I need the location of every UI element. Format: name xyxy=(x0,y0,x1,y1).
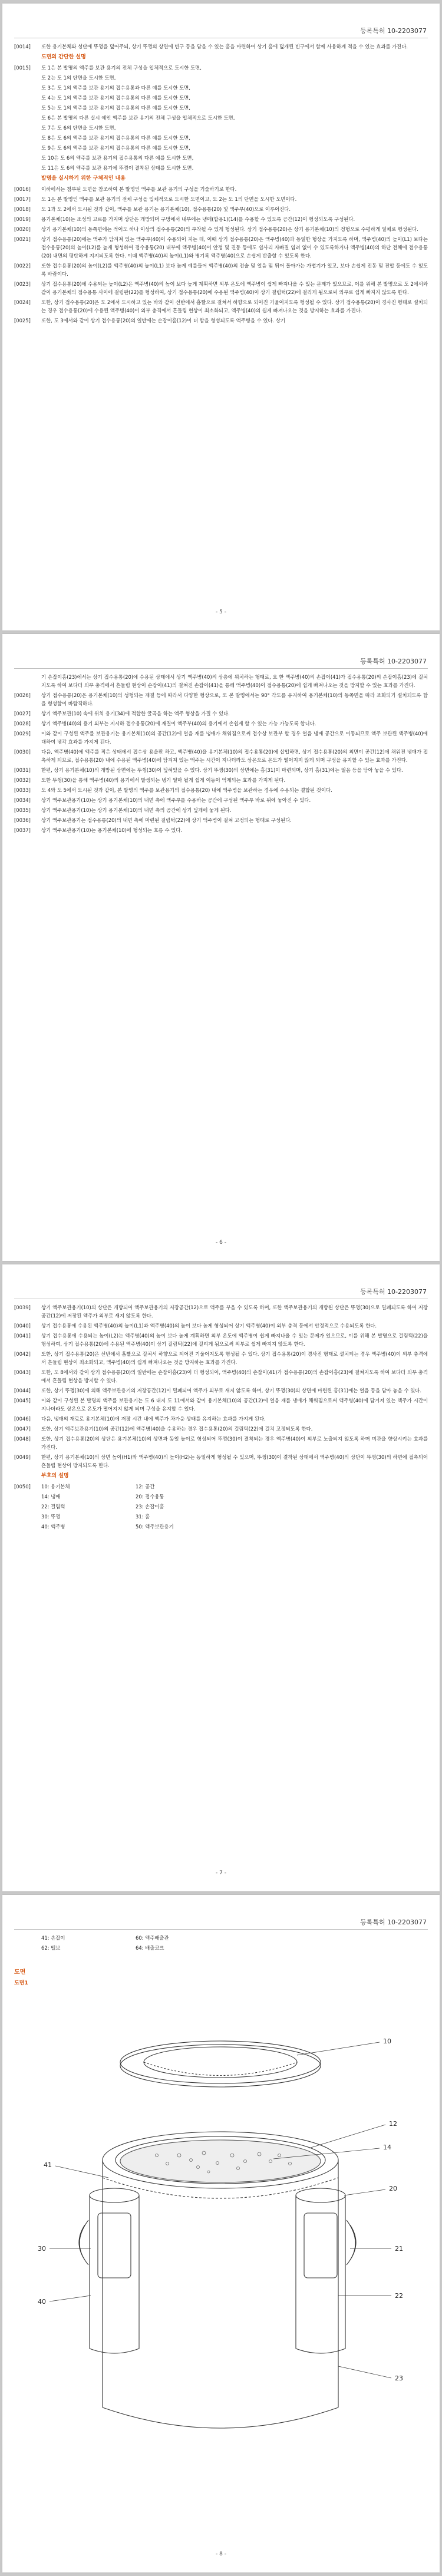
paragraph-number xyxy=(14,164,41,172)
paragraph xyxy=(14,806,428,814)
paragraph-number: [0021] xyxy=(14,236,31,242)
page-footer: - 7 - xyxy=(216,1870,226,1876)
paragraph-text: 한편, 상기 용기본체(10)의 개방된 상면에는 뚜껑(30)이 덮혀있을 수 있다. 상기 뚜껑(30)의 상면에는 홈(31)이 마련되며, 상기 홈(31)에는 얼음 등을 담아 놓을 수 있다. xyxy=(41,767,403,773)
paragraph xyxy=(14,1386,428,1395)
reference-row xyxy=(14,1492,428,1501)
page-body xyxy=(14,1934,428,1952)
document-page-8 xyxy=(2,1895,440,2572)
figure-label: 14 xyxy=(383,2144,391,2151)
paragraph xyxy=(14,154,428,162)
figure-label: 30 xyxy=(38,2245,46,2253)
paragraph-number: [0028] xyxy=(14,721,31,726)
paragraph xyxy=(14,1396,428,1413)
page-body xyxy=(14,1303,428,1533)
page-footer: - 5 - xyxy=(216,609,226,615)
paragraph-text: 도 1은 본 발명의 액주를 보관 용기의 전체 구성을 입체적으로 도시한 도면, xyxy=(41,65,202,71)
paragraph-text: 도 11은 도 6의 액주를 보관 용기에 뚜껑이 결착된 상태를 도시한 도면. xyxy=(41,165,194,171)
header-rule xyxy=(14,668,428,669)
paragraph-number: [0018] xyxy=(14,206,31,212)
paragraph xyxy=(14,1332,428,1348)
figure-label: 22 xyxy=(395,2292,403,2300)
paragraph xyxy=(14,786,428,794)
paragraph-number: [0036] xyxy=(14,817,31,823)
figure-label: 12 xyxy=(389,2120,397,2128)
reference-row xyxy=(14,1482,428,1491)
container-body-drawing xyxy=(103,2132,338,2428)
paragraph-number: [0048] xyxy=(14,1436,31,1442)
section-heading: 도면의 간단한 설명 xyxy=(41,54,86,60)
paragraph-number: [0020] xyxy=(14,226,31,232)
paragraph-number: [0040] xyxy=(14,1323,31,1329)
paragraph-number: [0042] xyxy=(14,1351,31,1357)
paragraph-text: 도 1은 본 발명인 액주를 보관 용기의 전체 구성을 입체적으로 도시한 도면이고, 도 2는 도 1의 단면을 도시한 도면이다. xyxy=(41,196,297,202)
ref-item: 20: 접수용통 xyxy=(136,1494,164,1500)
header-rule xyxy=(14,1929,428,1930)
paragraph xyxy=(14,104,428,112)
paragraph-text: 도 1과 도 2에서 도시된 것과 같이, 액주를 보관 용기는 용기본체(10), 접수용통(20) 및 액주부(40)으로 이루어진다. xyxy=(41,206,291,212)
paragraph-text: 또한 뚜껑(30)을 통해 액주병(40)의 용기에서 발생되는 냉기 얼마 될게 쉽게 이동이 억제되는 효과를 가지게 된다. xyxy=(41,777,286,783)
page-footer: - 8 - xyxy=(216,2551,226,2557)
reference-row xyxy=(14,1502,428,1511)
ref-item: 31: 홈 xyxy=(136,1514,150,1520)
lid-drawing xyxy=(120,2041,321,2087)
paragraph xyxy=(14,298,428,315)
paragraph-text: 상기 액주보관용기(10)는 상기 용기본체(10)의 내면 측에 액주부를 수용하는 공간에 구성된 액주부 바로 위에 놓아진 수 있다. xyxy=(41,797,311,803)
paragraph-text: 기 손잡이홈(23)에서는 상기 접수용통(20)에 수용된 상태에서 상기 액주병(40)의 상층에 위치하는 형태로, 요 한 액주병(40)의 손잡이(41)가 접수용통(20)의 손잡이홈(23)에 걸쳐지도록 하여 보다더 외부 충격에서 흔들림 현상이 손잡이(41)의 걸쳐진 손잡이(41)을 통해 액주병(40)이 접수용통(20)에 쉽게 빠져나오는 것을 방지할 수 있는 효과를 가진다. xyxy=(41,674,428,688)
paragraph xyxy=(14,1368,428,1385)
paragraph-text: 이하에서는 첨부된 도면을 참조하여 본 발명인 액주를 보관 용기의 구성을 기술하기로 한다. xyxy=(41,186,237,192)
paragraph-number: [0019] xyxy=(14,216,31,222)
paragraph-text: 또한, 상기 뚜껑(30)에 의해 액주보관용기의 저장공간(12)이 밀폐되어 액주가 외부로 새지 않도록 하며, 상기 뚜껑(30)의 상면에 마련된 홈(31)에는 얼음 등을 담아 놓을 수 있다. xyxy=(41,1388,422,1393)
paragraph xyxy=(14,796,428,804)
paragraph-number: [0016] xyxy=(14,186,31,192)
paragraph-number: [0035] xyxy=(14,807,31,813)
document-page-6 xyxy=(2,634,440,1261)
paragraph-number xyxy=(14,144,41,152)
paragraph-number xyxy=(14,74,41,82)
paragraph xyxy=(14,114,428,122)
paragraph xyxy=(14,280,428,296)
paragraph xyxy=(14,84,428,92)
paragraph-number: [0029] xyxy=(14,731,31,737)
paragraph-number: [0049] xyxy=(14,1454,31,1460)
paragraph-text: 또한, 상기 접수용통(20)은 선반에서 흠빨으로 걸쳐서 하향으로 되어진 기울어지도록 형성될 수 있다. 상기 접수용통(20)이 경사진 형태로 설치되는 경우 액주병(40)이 외부 충격에서 흔들림 현상이 최소화되고, 액주병(40)의 쉽게 빠져나오는 것을 방지하는 효과를 가진다. xyxy=(41,1351,428,1365)
document-page-5 xyxy=(2,4,440,630)
paragraph-number xyxy=(14,94,41,102)
paragraph xyxy=(14,691,428,708)
paragraph-number: [0045] xyxy=(14,1398,31,1403)
paragraph-number: [0044] xyxy=(14,1388,31,1393)
paragraph-text: 도 3은 도 1의 액주를 보관 용기의 접수용통과 다른 예를 도시한 도면, xyxy=(41,85,190,91)
paragraph xyxy=(14,1453,428,1469)
page-body xyxy=(14,42,428,326)
reference-list-continued xyxy=(41,1934,428,1952)
paragraph xyxy=(14,164,428,172)
paragraph-text: 도 7은 도 6의 단면을 도시한 도면, xyxy=(41,125,116,131)
paragraph xyxy=(14,1435,428,1451)
ref-item: 50: 액주보관용기 xyxy=(136,1524,174,1530)
paragraph xyxy=(14,316,428,325)
paragraph-text: 도 4와 도 5에서 도시된 것과 같이, 본 발명의 액주를 보관용기의 접수용통(20) 내에 액주병을 보관하는 경우에 수용되는 결합된 것이다. xyxy=(41,787,332,793)
paragraph-text: 상기 액주병(40)의 용기 외부는 지시하 접수용통(20)에 재질이 액주부(40)의 용기에서 손쉽게 할 수 있는 가능 가능도록 합니다. xyxy=(41,721,316,726)
paragraph-text: 이와 같이 구성된 본 발명의 액주를 보관용기는 도 6 내지 도 11에서와 같이 용기본체(10)의 공간(12)에 얼음 재를 냉매가 채워짐으로써 액주병(40)에 담겨져 있는 액주가 시간이 지나더라도 상온으로 온도가 떨어지지 않게 되며 구성을 유지할 수 있다. xyxy=(41,1398,428,1412)
paragraph-number: [0026] xyxy=(14,692,31,698)
paragraph-number xyxy=(14,114,41,122)
paragraph-text: 다음, 액주병(40)에 액주를 적은 상태에서 접수상 용을판 하고, 액주병(40)을 용기본체(10)의 접수용통(20)에 삽입하면, 상기 접수용통(20)의 외면이 공간(12)에 채워진 냉매가 접촉하게 되므로, 접수용통(20) 내에 수용된 액주병(40)에 담겨져 있는 액주는 시간이 지나더라도 상온으로 온도가 떨어지지 않게 되며 구성을 유지할 수 있는 효과를 가진다. xyxy=(41,749,428,763)
paragraph-text: 상기 액주보관용기는 접수용통(20)의 내면 측에 마련된 걸림턱(22)에 상기 액주병이 걸쳐 고정되는 형태로 구성된다. xyxy=(41,817,292,823)
paragraph-text: 상기 접수용통(20)은 용기본체(10)의 성형되는 재질 등에 따라서 다양한 형상으로, 또 본 발명에서는 90° 각도를 유지하여 용기본체(10)의 동쪽면을 따라 조화되기 설치되도록 함을 형성함이 바람직하다. xyxy=(41,692,428,706)
section-heading: 발명을 실시하기 위한 구체적인 내용 xyxy=(41,176,126,181)
paragraph-number: [0032] xyxy=(14,777,31,783)
leader-lines xyxy=(50,2042,391,2378)
patent-number: 등록특허 10-2203077 xyxy=(360,658,427,665)
page-body xyxy=(14,673,428,836)
paragraph xyxy=(14,64,428,72)
paragraph-number: [0050] xyxy=(14,1484,31,1490)
ref-item: 23: 손잡이홈 xyxy=(136,1504,164,1510)
paragraph-text: 용기본체(10)는 조성의 고르를 가지며 상단은 개방되며 구멍에서 내부에는 냉매(합용1)(14)를 수용할 수 있도록 공간(12)이 형성되도록 구성된다. xyxy=(41,216,355,222)
patent-number: 등록특허 10-2203077 xyxy=(360,27,427,35)
figure-label: 21 xyxy=(395,2245,403,2253)
paragraph xyxy=(14,1322,428,1330)
paragraph-number: [0041] xyxy=(14,1333,31,1339)
paragraph xyxy=(14,74,428,82)
ref-item: 22: 걸림턱 xyxy=(41,1504,65,1510)
paragraph-text: 또한, 상기 접수용통(20)의 상단은 용기본체(10)의 상면과 동일 높이로 형성되어 뚜껑(30)이 결착되는 경우 액주병(40)이 외부로 노출되지 않도록 하며 미관을 향상시키는 효과를 가진다. xyxy=(41,1436,428,1450)
figure-1-drawing xyxy=(2,2001,440,2531)
paragraph xyxy=(14,42,428,51)
paragraph-number xyxy=(14,154,41,162)
paragraph-number: [0015] xyxy=(14,65,31,71)
paragraph-number xyxy=(14,1523,41,1531)
figure-label: 40 xyxy=(38,2298,46,2306)
paragraph-number xyxy=(14,1512,41,1521)
paragraph-number: [0022] xyxy=(14,263,31,269)
paragraph xyxy=(14,225,428,233)
paragraph xyxy=(14,185,428,193)
paragraph-text: 상기 액주보관용기(10)는 상기 용기본체(10)의 내면 측의 공간에 상기 덮개에 놓게 된다. xyxy=(41,807,232,813)
paragraph-text: 다음, 냉매의 재료로 용기본체(10)에 저장 시간 내에 액주가 차가운 상태를 유지하는 효과를 가지게 된다. xyxy=(41,1416,266,1422)
figure-label: 10 xyxy=(383,2037,391,2045)
paragraph xyxy=(14,235,428,260)
paragraph xyxy=(14,195,428,203)
paragraph-text: 상기 액주보관(10) 속에 위치 용기(34)에 적합한 굴곡을 하는 액주 형상을 가질 수 있다. xyxy=(41,711,230,716)
figure-label: 41 xyxy=(44,2161,52,2169)
paragraph-text: 도 5는 도 1의 액주를 보관 용기의 접수용통의 다른 예를 도시한 도면, xyxy=(41,105,190,111)
paragraph-number: [0025] xyxy=(14,318,31,323)
patent-number: 등록특허 10-2203077 xyxy=(360,1288,427,1296)
paragraph xyxy=(14,776,428,784)
ref-item: 62: 밸브 xyxy=(41,1945,61,1951)
paragraph xyxy=(14,94,428,102)
paragraph-number xyxy=(14,134,41,142)
paragraph xyxy=(14,1415,428,1423)
paragraph xyxy=(14,1303,428,1320)
paragraph xyxy=(14,766,428,774)
paragraph xyxy=(14,144,428,152)
paragraph xyxy=(14,1425,428,1433)
paragraph xyxy=(14,816,428,824)
paragraph-text: 도 6은 본 발명의 다른 실시 예인 액주를 보관 용기의 전체 구성을 입체적으로 도시한 도면, xyxy=(41,115,235,121)
paragraph-text: 상기 접수용통(20)에 수용되는 높이(L2)은 액주병(40)의 높이 보다 높게 계획하면 외부 온도에 액주병이 쉽게 빠져나올 수 있는 문제가 있으므로, 이를 위해 본 발명으로 도 2에서와 같이 용기본체의 접수용통 사이에 걸림판(22)를 형성하여, 상기 접수용통(20)에 수용된 액주병(40)이 상기 걸림턱(22)에 걸리게 됨으로써 외부로 쉽게 빠지지 않도록 한다. xyxy=(41,281,428,295)
ref-item: 12: 공간 xyxy=(136,1484,155,1490)
paragraph-number xyxy=(14,1502,41,1511)
reference-row xyxy=(14,1512,428,1521)
paragraph-text: 또한, 상기 액주보관용기(10)의 공간(12)에 액주병(40)을 수용하는 경우 접수용통(20)의 걸림턱(22)에 걸쳐 고정되도록 한다. xyxy=(41,1426,313,1432)
ref-item: 10: 용기본체 xyxy=(41,1484,70,1490)
paragraph-number: [0024] xyxy=(14,299,31,305)
paragraph-number xyxy=(14,673,41,689)
ref-item: 64: 배출코크 xyxy=(136,1945,164,1951)
paragraph-number xyxy=(14,124,41,132)
paragraph-text: 상기 용기본체(10)의 동쪽면에는 적어도 하나 이상의 접수용통(20)의 부착될 수 있게 형성된다. 상기 접수용통(20)은 상기 용기본체(10)의 정형으로 수평하게 일체로 형성된다. xyxy=(41,226,418,232)
bottle-receiver-right xyxy=(296,2188,356,2353)
paragraph-text: 또한, 상기 접수용통(20)은 도 2에서 도시하고 있는 바와 같이 선반에서 흠빨으로 걸쳐서 하향으로 되어진 기울어지도록 형성될 수 있다. 상기 접수용통(20)이 경사진 형태로 설치되는 경우 접수용통(20)에 수용된 액주병(40)이 외부 충격에서 흔들림 현상이 최소화되고, 액주병(40)의 쉽게 빠져나오는 것을 방지하는 효과를 가진다. xyxy=(41,299,428,313)
paragraph-text: 또한, 도 3에서와 같이 상기 접수용통(20)의 일반에는 손잡이홈(12)이 더 함을 형성되도록 액주병을 수 있다. 상기 xyxy=(41,318,286,323)
paragraph-number: [0046] xyxy=(14,1416,31,1422)
paragraph-text: 상기 액주보관용기(10)의 상단은 개방되어 액주보관용기의 저장공간(12)으로 액주를 부을 수 있도록 하며, 또한 액주보관용기의 개방된 상단은 뚜껑(30)으로 밀폐되도록 하여 저장공간(12)에 저장된 액주가 외부로 새지 않도록 한다. xyxy=(41,1304,428,1319)
paragraph xyxy=(14,215,428,223)
paragraph-text: 도 4는 도 1의 액주를 보관 용기의 접수용통의 다른 예를 도시한 도면, xyxy=(41,95,190,101)
patent-number: 등록특허 10-2203077 xyxy=(360,1918,427,1926)
paragraph-number xyxy=(14,1492,41,1501)
paragraph xyxy=(14,1350,428,1366)
paragraph-number: [0030] xyxy=(14,749,31,755)
paragraph-text: 도 2는 도 1의 단면을 도시한 도면, xyxy=(41,75,116,81)
paragraph-text: 도 8은 도 6의 액주를 보관 용기의 접수용통의 다른 예를 도시한 도면, xyxy=(41,135,190,141)
paragraph-text: 한편, 상기 용기본체(10)의 상면 높이(H1)와 액주병(40)의 높이(H2)는 동일하게 형성될 수 있으며, 뚜껑(30)이 결착된 상태에서 액주병(40)의 상단이 뚜껑(30)의 하면에 접촉되어 흔들림 현상이 방지되도록 한다. xyxy=(41,1454,428,1468)
figure-label: 23 xyxy=(395,2374,403,2382)
ref-item: 60: 액주배출관 xyxy=(136,1935,169,1941)
paragraph-number: [0047] xyxy=(14,1426,31,1432)
paragraph-number: [0017] xyxy=(14,196,31,202)
ref-item: 30: 뚜껑 xyxy=(41,1514,61,1520)
paragraph-text: 상기 접수용통에 수용되는 높이(L2)는 액주병(40)의 높이 보다 높게 계획하면 외부 온도에 액주병이 쉽게 빠져나올 수 있는 문제가 있으므로, 이를 위해 본 발명으로 걸림턱(22)을 형성하여, 상기 접수용통(20)에 수용된 액주병(40)이 상기 걸림턱(22)에 걸리게 됨으로써 외부로 쉽게 빠지지 않도록 한다. xyxy=(41,1333,428,1347)
paragraph-text: 도 9은 도 6의 액주를 보관 용기의 접수용통의 다른 예를 도시한 도면, xyxy=(41,145,190,151)
paragraph-number: [0031] xyxy=(14,767,31,773)
paragraph xyxy=(14,719,428,728)
paragraph xyxy=(14,134,428,142)
paragraph-text: 상기 접수용통(20)에는 액주가 담겨져 있는 액주부(40)이 수용되어 지는 데, 이때 상기 접수용통(20)은 액주병(40)과 동일한 형상을 가지도록 하며, 액주병(40)의 높이(L1) 보다는 접수용통(20)의 높이(L2)를 높게 형성하여 접수용통(20) 내부에 액주병(40)이 안정 및 진동 등에도 쉽사리 자빠질 염려 없이 수 있도록하거나 액주병(40)의 하단 전체에 접수용통(20) 내면의 평탄하게 지지되도록 한다. 이때 액주병(40)의 높이(L1)와 병기록 액주병(40)으로 손쉽게 반출할 수 있도록 한다. xyxy=(41,236,428,259)
paragraph xyxy=(14,826,428,834)
ref-item: 41: 손잡이 xyxy=(41,1935,65,1941)
paragraph xyxy=(14,709,428,718)
paragraph-number: [0023] xyxy=(14,281,31,287)
paragraph-text: 이와 같이 구성된 액주를 보관용기는 용기본체(10)의 공간(12)에 얼음 재를 냉매가 채워짐으로써 접수상 보관부 할 경우 얼음 냉매 공간으로 이동되므로 액주 보관된 액주병(40)에 대하여 냉각 효과를 가지게 된다. xyxy=(41,731,428,745)
figure-heading: 도면1 xyxy=(14,1980,28,1986)
paragraph-number xyxy=(14,84,41,92)
paragraph-text: 상기 액주보관용기(10)는 용기본체(10)에 형성되는 흐름 수 있다. xyxy=(41,827,183,833)
ref-item: 40: 액주병 xyxy=(41,1524,65,1530)
paragraph-number: [0043] xyxy=(14,1369,31,1375)
paragraph-text: 또한, 도 8에서와 같이 상기 접수용통(20)의 일반에는 손잡이홈(23)이 더 형성되어, 액주병(40)의 손잡이(41)가 접수용통(20)의 손잡이홈(23)에 걸쳐지도록 하여 보다더 외부 충격에서 흔들림 현상을 방지할 수 있다. xyxy=(41,1369,428,1383)
paragraph-number: [0033] xyxy=(14,787,31,793)
paragraph-text: 또한 용기본체와 성단에 뚜껑을 덮어주되, 상기 뚜껑의 상면에 빈구 등을 담을 수 있는 홈을 마련하여 상기 홈에 덮개된 빈구에서 함께 사용하게 적을 수 있는 효과를 가진다. xyxy=(41,44,408,49)
paragraph xyxy=(14,673,428,689)
reference-row xyxy=(14,1523,428,1531)
paragraph xyxy=(14,729,428,746)
paragraph-text: 또한 접수용통(20)의 높이(L2)를 액주병(40)의 높이(L1) 보다 높게 예를들어 액주병(40)의 전술 및 얼음 및 튀어 돌아가는 가볍기가 있고, 보다 손쉽게 진동 및 진압 등에도 수 있도록 바람이다. xyxy=(41,263,428,277)
paragraph-text: 상기 접수용통에 수용된 액주병(40)의 높이(L1)과 액주병(40)의 높이 보다 높게 형성되어 상기 액주병(40)이 외부 충격 등에서 안정적으로 수용되도록 한다. xyxy=(41,1323,377,1329)
page-footer: - 6 - xyxy=(216,1240,226,1246)
figure-label: 20 xyxy=(389,2185,397,2192)
paragraph-number: [0039] xyxy=(14,1304,31,1310)
paragraph-number xyxy=(14,104,41,112)
paragraph-number: [0027] xyxy=(14,711,31,716)
drawings-heading: 도면 xyxy=(14,1969,26,1976)
reference-heading: 부호의 설명 xyxy=(41,1473,69,1479)
paragraph xyxy=(14,262,428,278)
paragraph-number: [0034] xyxy=(14,797,31,803)
bottle-receiver-left xyxy=(79,2188,139,2353)
document-page-7 xyxy=(2,1264,440,1891)
paragraph xyxy=(14,205,428,213)
paragraph xyxy=(14,748,428,764)
paragraph xyxy=(14,124,428,132)
paragraph-number: [0014] xyxy=(14,44,31,49)
ref-item: 14: 냉매 xyxy=(41,1494,61,1500)
paragraph-number: [0037] xyxy=(14,827,31,833)
paragraph-text: 도 10은 도 6의 액주를 보관 용기의 접수용통의 다른 예를 도시한 도면, xyxy=(41,155,194,161)
